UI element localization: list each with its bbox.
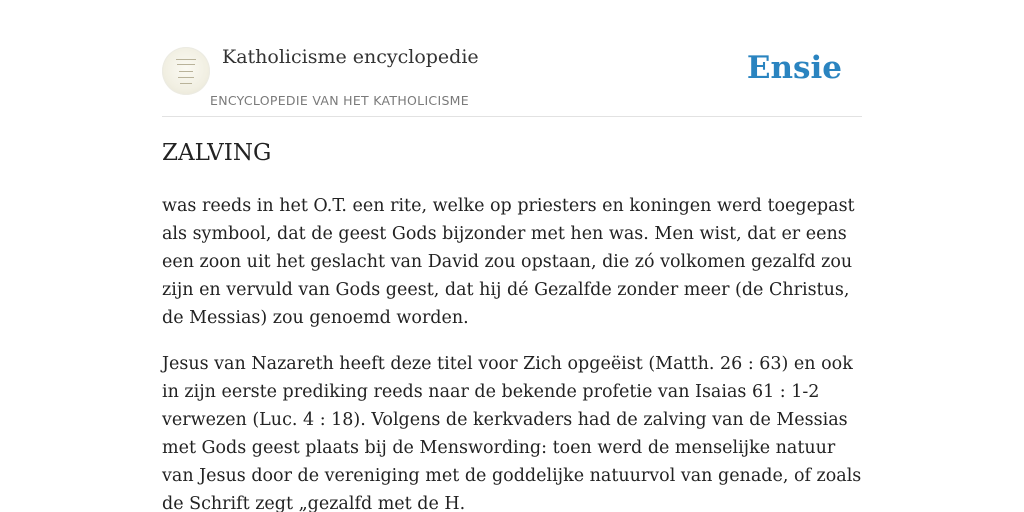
article-paragraph: Jesus van Nazareth heeft deze titel voor Zich opgeëist (Matth. 26 : 63) en ook in zijn eerste prediking reeds naar de bekende profetie van Isaias 61 : 1-2 verwezen (Luc. 4 : 18). Volgens de kerkvaders had de zalving van de Messias met Gods geest plaats bij de Menswording: toen werd de menselijke natuur van Jesus door de vereniging met de goddelijke natuurvol van genade, of zoals de Schrift zegt „gezalfd met de H. <box>162 354 862 512</box>
article-paragraph: was reeds in het O.T. een rite, welke op priesters en koningen werd toegepast als symbool, dat de geest Gods bijzonder met hen was. Men wist, dat er eens een zoon uit het geslacht van David zou opstaan, die zó volkomen gezalfd zou zijn en vervuld van Gods geest, dat hij dé Gezalfde zonder meer (de Christus, de Messias) zou genoemd worden. <box>162 196 855 328</box>
source-title[interactable]: Katholicisme encyclopedie <box>222 46 479 68</box>
article-body <box>162 192 866 512</box>
page-title: ZALVING <box>162 140 272 166</box>
book-cover-thumbnail[interactable] <box>162 47 210 95</box>
ensie-logo[interactable]: Ensie <box>746 50 842 86</box>
source-subtitle: ENCYCLOPEDIE VAN HET KATHOLICISME <box>210 93 469 108</box>
site-header <box>162 40 862 117</box>
